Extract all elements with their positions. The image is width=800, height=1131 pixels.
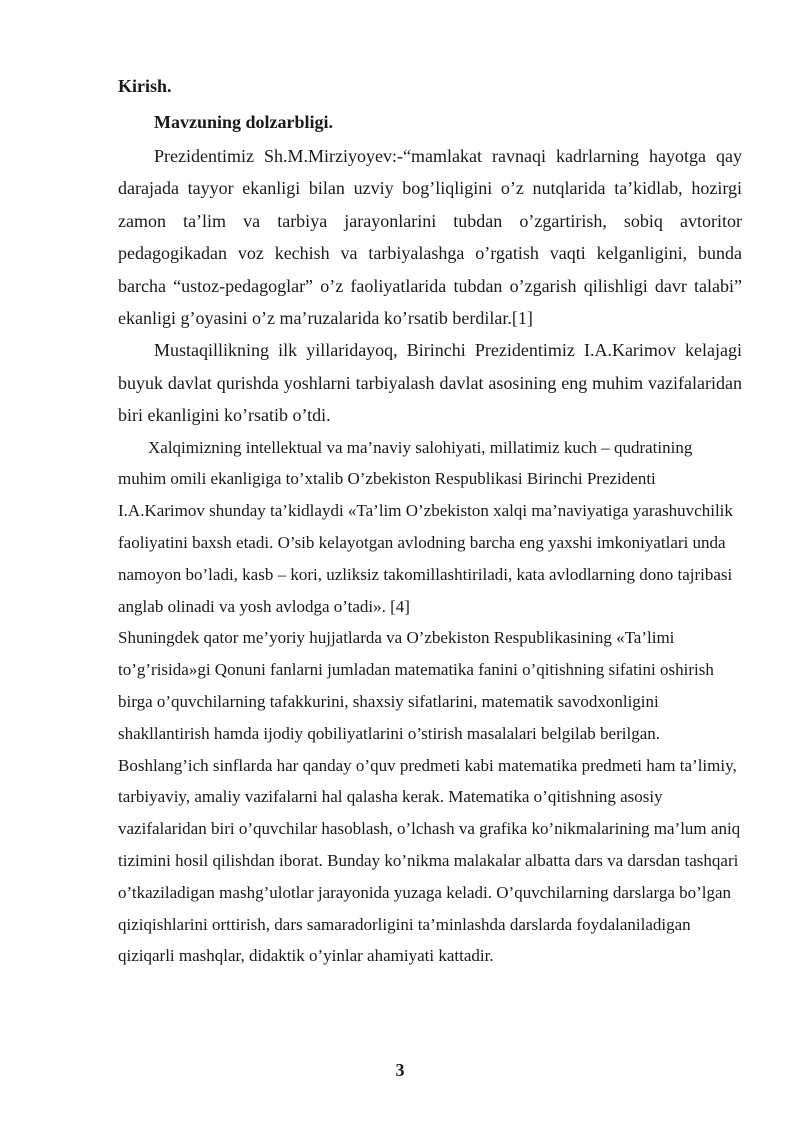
- heading-intro: Kirish.: [118, 76, 172, 96]
- paragraph-mathematics: Shuningdek qator me’yoriy hujjatlarda va O’zbekiston Respublikasining «Ta’limi to’g’risida»gi Qonuni fanlarni jumladan matematika fanini o’qitishning sifatini oshirish birga o’quvchilarning tafakkurini, shaxsiy sifatlarini, matematik savodxonligini shakllantirish hamda ijodiy qobiliyatlarini o’stirish masalalari belgilab berilgan. Boshlang’ich sinflarda har qanday o’quv predmeti kabi matematika predmeti ham ta’limiy, tarbiyaviy, amaliy vazifalarni hal qalasha kerak. Matematika o’qitishning asosiy vazifalaridan biri o’quvchilar hasoblash, o’lchash va grafika ko’nikmalarining ma’lum aniq tizimini hosil qilishdan iborat. Bunday ko’nikma malakalar albatta dars va darsdan tashqari o’tkaziladigan mashg’ulotlar jarayonida yuzaga keladi. O’quvchilarning darslarga bo’lgan qiziqishlarini orttirish, dars samaradorligini ta’minlashda darslarda foydalaniladigan qiziqarli mashqlar, didaktik o’yinlar ahamiyati kattadir.: [118, 628, 741, 966]
- document-body: [118, 68, 742, 972]
- heading-relevance: Mavzuning dolzarbligi.: [154, 112, 334, 132]
- paragraph-president-speech: Prezidentimiz Sh.M.Mirziyoyev:-“mamlakat ravnaqi kadrlarning hayotga qay darajada tayyor ekanligi bilan uzviy bog’liqligini o’z nutqlarida ta’kidlab, hozirgi zamon ta’lim va tarbiya jarayonlarini tubdan o’zgartirish, sobiq avtoritor pedagogikadan voz kechish va tarbiyalashga o’rgatish vaqti kelganligini, bunda barcha “ustoz-pedagoglar” o’z faoliyatlarida tubdan o’zgarish qilishligi davr talabi” ekanligi g’oyasini o’z ma’ruzalarida ko’rsatib berdilar.[1]: [118, 146, 742, 329]
- paragraph-independence: Mustaqillikning ilk yillaridayoq, Birinchi Prezidentimiz I.A.Karimov kelajagi buyuk davlat qurishda yoshlarni tarbiyalash davlat asosining eng muhim vazifalaridan biri ekanligini ko’rsatib o’tdi.: [118, 340, 742, 426]
- paragraph-education-quote: Xalqimizning intellektual va ma’naviy salohiyati, millatimiz kuch – qudratining muhim omili ekanligiga to’xtalib O’zbekiston Respublikasi Birinchi Prezidenti I.A.Karimov shunday ta’kidlaydi «Ta’lim O’zbekiston xalqi ma’naviyatiga yarashuvchilik faoliyatini baxsh etadi. O’sib kelayotgan avlodning barcha eng yaxshi imkoniyatlari unda namoyon bo’ladi, kasb – kori, uzliksiz takomillashtiriladi, kata avlodlarning dono tajribasi anglab olinadi va yosh avlodga o’tadi». [4]: [118, 437, 733, 616]
- page-number: 3: [395, 1060, 405, 1080]
